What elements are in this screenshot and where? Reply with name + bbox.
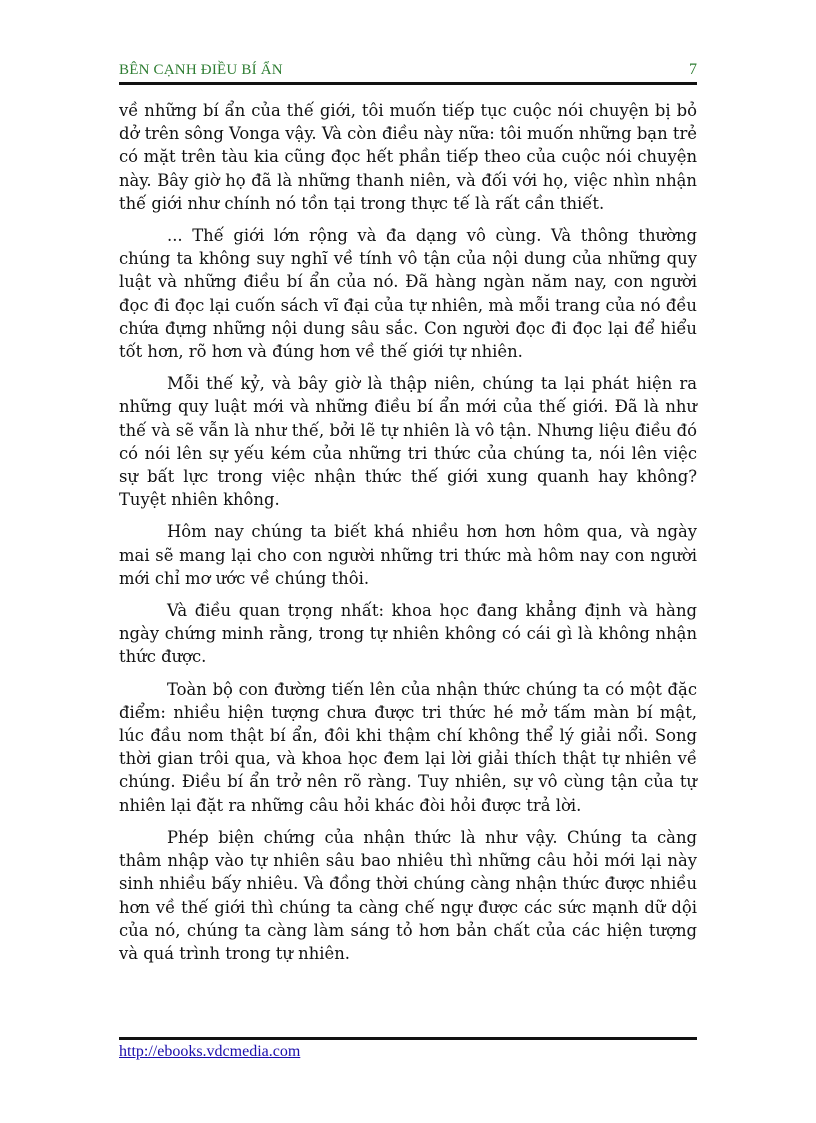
paragraph-4: Hôm nay chúng ta biết khá nhiều hơn hơn hôm qua, và ngày mai sẽ mang lại cho con người những tri thức mà hôm nay con người mới chỉ mơ ước về chúng thôi. [119,522,697,588]
paragraph-7: Phép biện chứng của nhận thức là như vậy. Chúng ta càng thâm nhập vào tự nhiên sâu bao nhiêu thì những câu hỏi mới lại này sinh nhiều bấy nhiêu. Và đồng thời chúng càng nhận thức được nhiều hơn về thế giới thì chúng ta càng chế ngự được các sức mạnh dữ dội của nó, chúng ta càng làm sáng tỏ hơn bản chất của các hiện tượng và quá trình trong tự nhiên. [119,827,697,963]
footer-divider [119,1037,697,1040]
footer-link[interactable]: http://ebooks.vdcmedia.com [119,1043,301,1060]
paragraph-3: Mỗi thế kỷ, và bây giờ là thập niên, chúng ta lại phát hiện ra những quy luật mới và những điều bí ẩn mới của thế giới. Đã là như thế và sẽ vẫn là như thế, bởi lẽ tự nhiên là vô tận. Nhưng liệu điều đó có nói lên sự yếu kém của những tri thức của chúng ta, nói lên việc sự bất lực trong việc nhận thức thế giới xung quanh hay không? Tuyệt nhiên không. [119,374,697,510]
paragraph-6: Toàn bộ con đường tiến lên của nhận thức chúng ta có một đặc điểm: nhiều hiện tượng chưa được tri thức hé mở tấm màn bí mật, lúc đầu nom thật bí ẩn, đôi khi thậm chí không thể lý giải nổi. Song thời gian trôi qua, và khoa học đem lại lời giải thích thật tự nhiên về chúng. Điều bí ẩn trở nên rõ ràng. Tuy nhiên, sự vô cùng tận của tự nhiên lại đặt ra những câu hỏi khác đòi hỏi được trả lời. [119,679,697,815]
body-text [119,99,697,974]
paragraph-2: ... Thế giới lớn rộng và đa dạng vô cùng. Và thông thường chúng ta không suy nghĩ về tính vô tận của nội dung của những quy luật và những điều bí ẩn của nó. Đã hàng ngàn năm nay, con người đọc đi đọc lại cuốn sách vĩ đại của tự nhiên, mà mỗi trang của nó đều chứa đựng những nội dung sâu sắc. Con người đọc đi đọc lại để hiểu tốt hơn, rõ hơn và đúng hơn về thế giới tự nhiên. [119,226,697,362]
page-number: 7 [689,61,697,78]
paragraph-1: về những bí ẩn của thế giới, tôi muốn tiếp tục cuộc nói chuyện bị bỏ dở trên sông Vonga vậy. Và còn điều này nữa: tôi muốn những bạn trẻ có mặt trên tàu kia cũng đọc hết phần tiếp theo của cuộc nói chuyện này. Bây giờ họ đã là những thanh niên, và đối với họ, việc nhìn nhận thế giới như chính nó tồn tại trong thực tế là rất cần thiết. [119,101,697,213]
paragraph-5: Và điều quan trọng nhất: khoa học đang khẳng định và hàng ngày chứng minh rằng, trong tự nhiên không có cái gì là không nhận thức được. [119,601,697,667]
page-header [119,60,697,85]
header-title: BÊN CẠNH ĐIỀU BÍ ẨN [119,62,283,78]
